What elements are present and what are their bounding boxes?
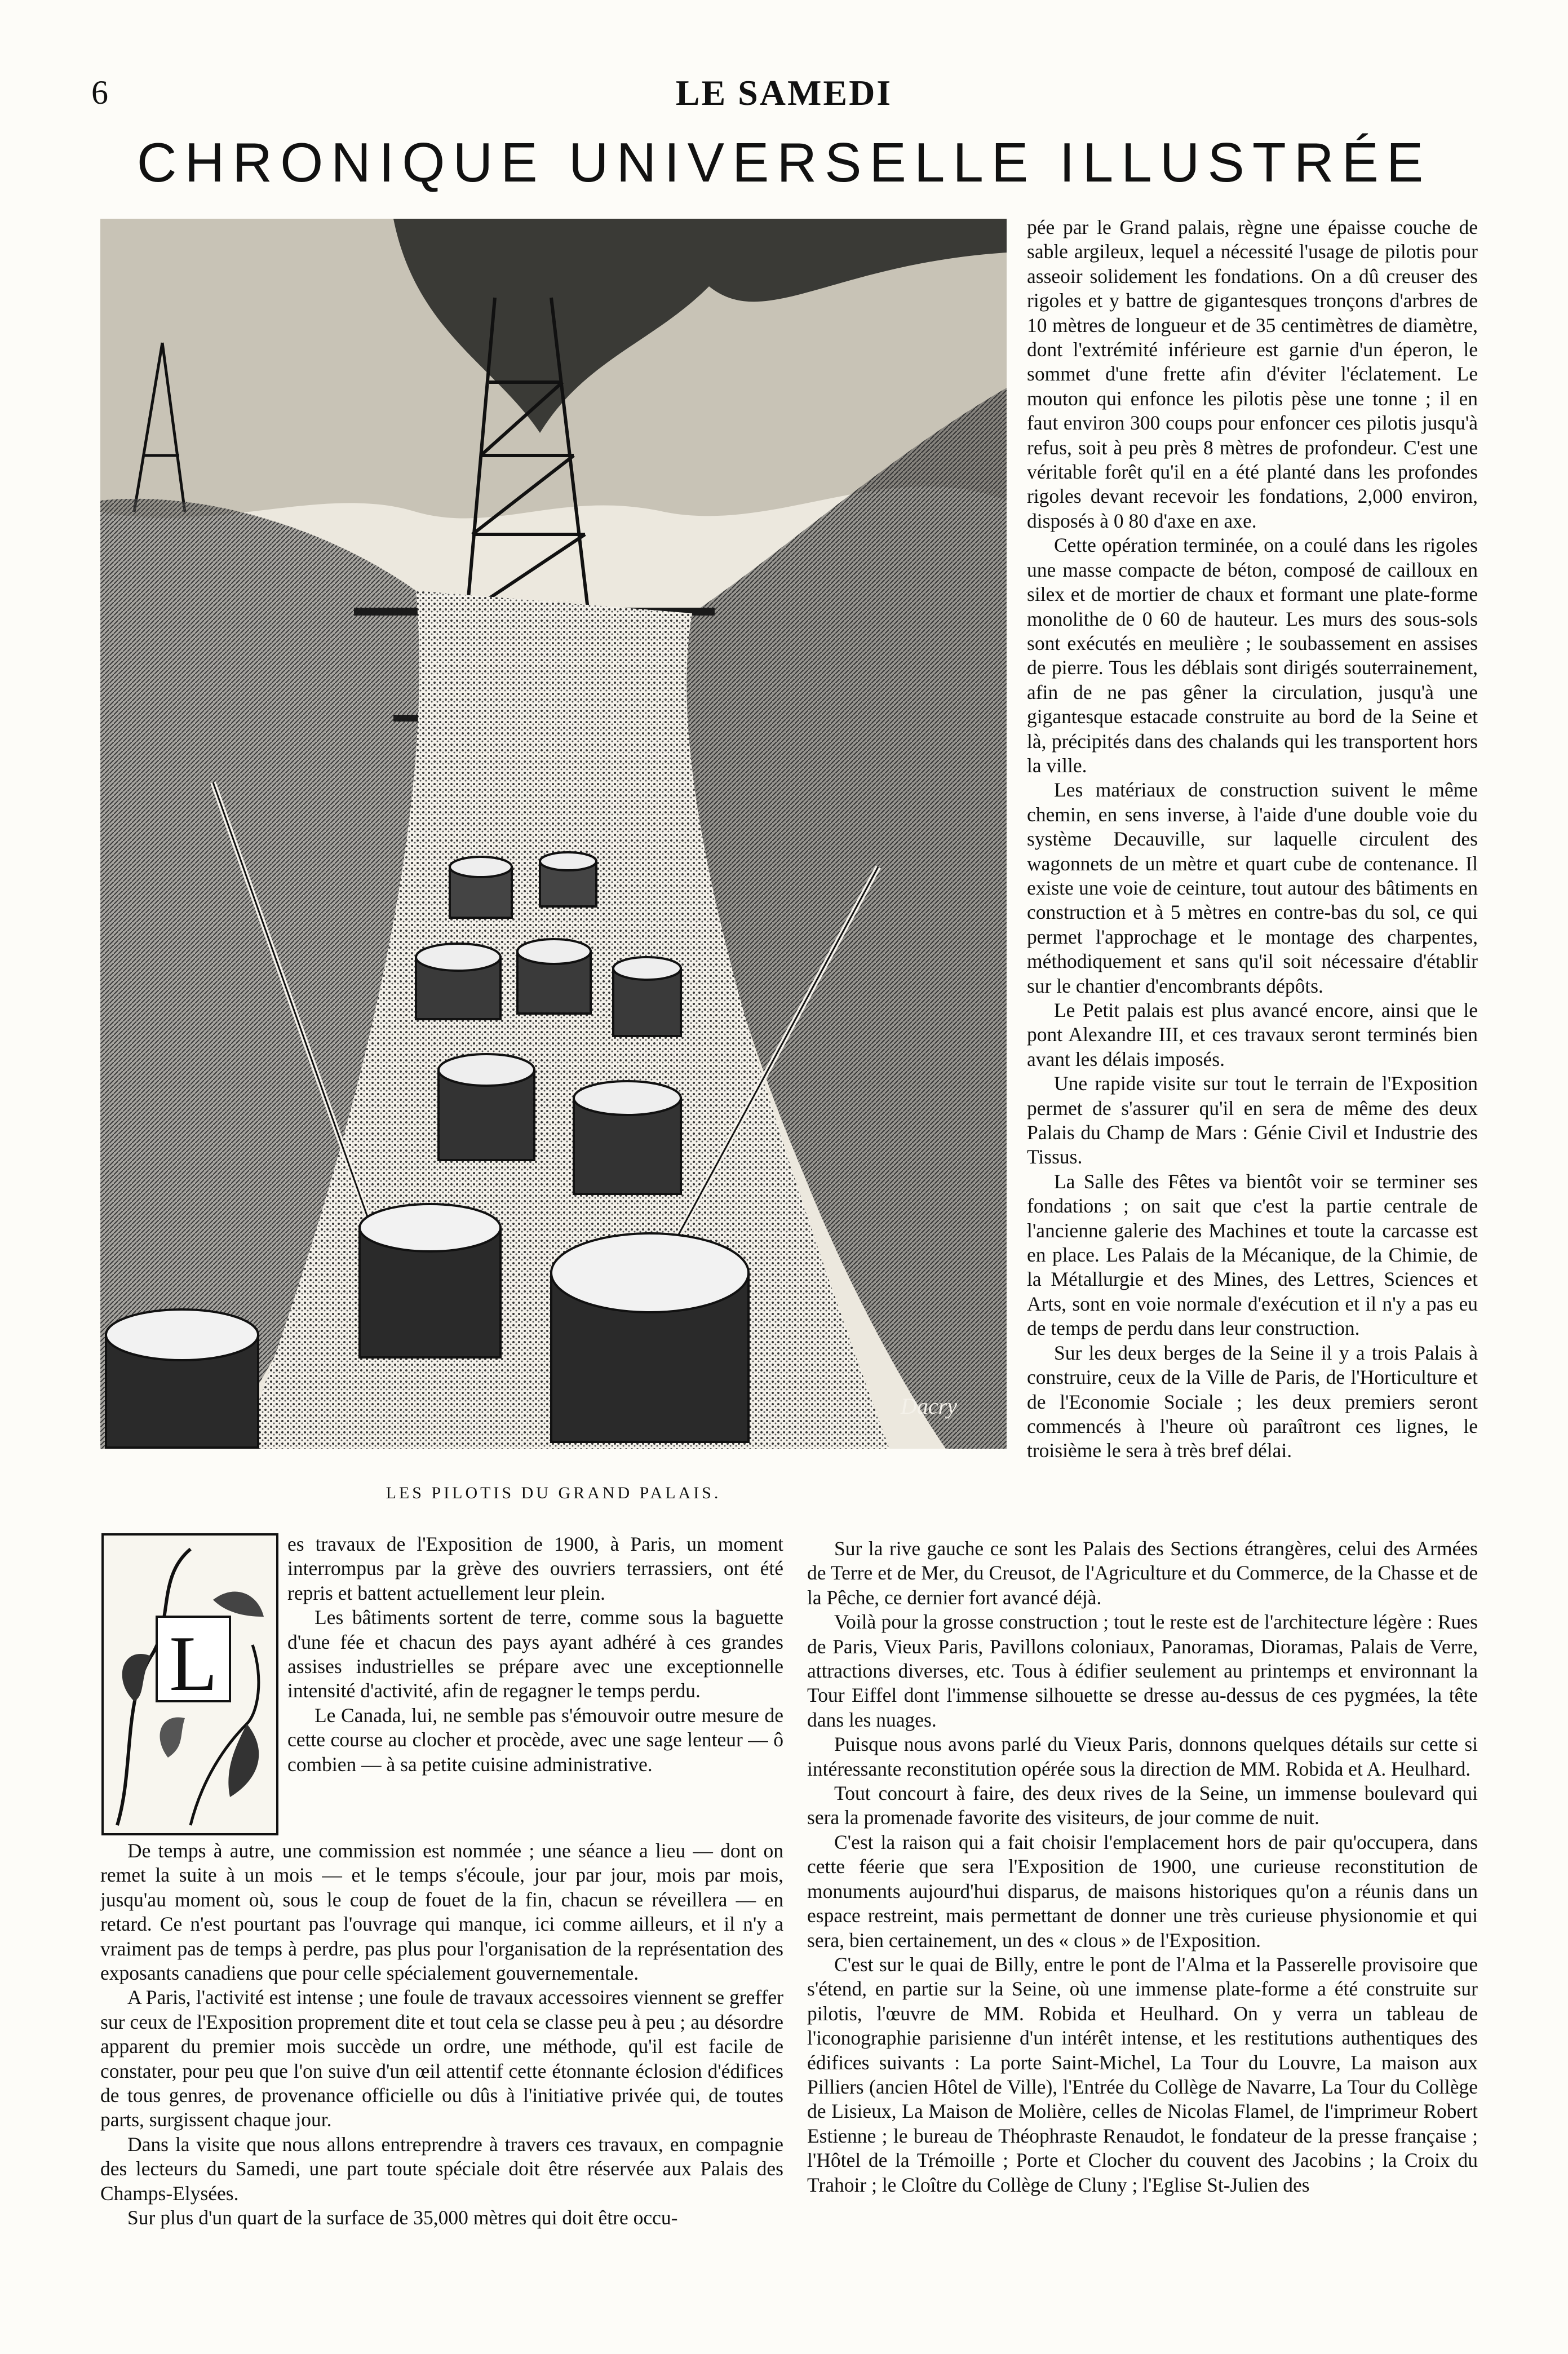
section-title: CHRONIQUE UNIVERSELLE ILLUSTRÉE <box>136 131 1432 193</box>
engraving-illustration <box>100 219 1007 1449</box>
paragraph: A Paris, l'activité est intense ; une foule de travaux accessoires viennent se greffer sur ceux de l'Exposition proprement dite et tout cela se classe peu à peu ; au désordre apparent du premier mois succède un ordre, une méthode, qu'il est facile de constater, pour peu que l'on suive d'un œil attentif cette étonnante éclosion d'édifices de tous genres, de provenance officielle ou dûs à l'initiative privée qui, de toutes parts, surgissent chaque jour. <box>100 1986 783 2131</box>
bottom-right-column <box>807 1537 1478 2197</box>
intro-column <box>287 1532 783 1777</box>
paragraph: Cette opération terminée, on a coulé dans les rigoles une masse compacte de béton, composé de cailloux en silex et de mortier de chaux et formant une plate-forme monolithe de 0 60 de hauteur. Les murs des sous-sols sont exécutés en meulière ; le soubassement en assises de pierre. Tous les déblais sont dirigés souterrainement, afin de ne pas gêner la circulation, jusqu'à une gigantesque estacade construite au bord de la Seine et là, précipités dans des chalands qui les transportent hors la ville. <box>1027 534 1478 777</box>
paragraph: C'est la raison qui a fait choisir l'emplacement hors de pair qu'occupera, dans cette féerie que sera l'Exposition de 1900, une curieuse reconstitution de monuments aujourd'hui disparus, de maisons historiques qu'on a réunis dans un espace restreint, mais permettant de donner une très curieuse physionomie et qui sera, bien certainement, un des « clous » de l'Exposition. <box>807 1830 1478 1952</box>
left-column <box>100 1839 783 2231</box>
drop-cap-ornament <box>100 1532 280 1837</box>
intro-paragraph: Les bâtiments sortent de terre, comme sous la baguette d'une fée et chacun des pays ayant adhéré à ces grandes assises industrielles se prépare avec une exceptionnelle intensité d'activité, afin de regagner le temps perdu. <box>287 1606 783 1702</box>
paragraph: Une rapide visite sur tout le terrain de l'Exposition permet de s'assurer qu'il en sera de même des deux Palais du Champ de Mars : Génie Civil et Industrie des Tissus. <box>1027 1072 1478 1169</box>
paragraph: Voilà pour la grosse construction ; tout le reste est de l'architecture légère : Rues de Paris, Vieux Paris, Pavillons coloniaux, Panoramas, Dioramas, Palais de Verre, attractions diverses, etc. Tous à édifier seulement au printemps et environnant la Tour Eiffel dont l'immense silhouette se dresse au-dessus de ces pygmées, la tête dans les nuages. <box>807 1610 1478 1731</box>
paragraph: Tout concourt à faire, des deux rives de la Seine, un immense boulevard qui sera la promenade favorite des visiteurs, de jour comme de nuit. <box>807 1782 1478 1829</box>
masthead: LE SAMEDI <box>675 73 893 113</box>
paragraph: Sur plus d'un quart de la surface de 35,000 mètres qui doit être occu- <box>127 2206 678 2229</box>
figure-caption: LES PILOTIS DU GRAND PALAIS. <box>386 1484 721 1502</box>
intro-paragraph: Le Canada, lui, ne semble pas s'émouvoir outre mesure de cette course au clocher et procède, avec une sage lenteur — ô combien — à sa petite cuisine administrative. <box>287 1703 783 1776</box>
paragraph: Le Petit palais est plus avancé encore, ainsi que le pont Alexandre III, et ces travaux seront terminés bien avant les délais imposés. <box>1027 999 1478 1070</box>
paragraph: pée par le Grand palais, règne une épaisse couche de sable argileux, lequel a nécessité l'usage de pilotis pour asseoir solidement les fondations. On a dû creuser des rigoles et y battre de gigantesques tronçons d'arbres de 10 mètres de longueur et de 35 centimètres de diamètre, dont l'extrémité inférieure est garnie d'un éperon, le sommet d'une frette afin d'éviter l'éclatement. Le mouton qui enfonce les pilotis pèse une tonne ; il en faut environ 300 coups pour enfoncer ces pilotis jusqu'à refus, soit à peu près 8 mètres de profondeur. C'est une véritable forêt qu'il en a été planté dans les profondes rigoles devant recevoir les fondations, 2,000 environ, disposés à 0 80 d'axe en axe. <box>1027 216 1478 532</box>
paragraph: De temps à autre, une commission est nommée ; une séance a lieu — dont on remet la suite à un mois — et le temps s'écoule, jour par jour, mois par mois, jusqu'au moment où, sous le coup de fouet de la fin, chacun se réveillera — en retard. Ce n'est pourtant pas l'ouvrage qui manque, ici comme ailleurs, et il n'y a vraiment pas de temps à perdre, pas plus pour l'organisation de la représentation des exposants canadiens que pour celle spécialement gouvernementale. <box>100 1839 783 1985</box>
paragraph: Puisque nous avons parlé du Vieux Paris, donnons quelques détails sur cette si intéressante reconstitution opérée sous la direction de MM. Robida et A. Heulhard. <box>807 1733 1478 1780</box>
drop-cap-letter: L <box>169 1620 218 1707</box>
intro-paragraph: es travaux de l'Exposition de 1900, à Paris, un moment interrompus par la grève des ouvriers terrassiers, ont été repris et battent actuellement leur plein. <box>287 1533 783 1604</box>
paragraph: La Salle des Fêtes va bientôt voir se terminer ses fondations ; on sait que c'est la partie centrale de l'ancienne galerie des Machines et toute la carcasse est en place. Les Palais de la Mécanique, de la Chimie, de la Métallurgie et des Mines, des Lettres, Sciences et Arts, sont en voie normale d'exécution et il n'y a pas eu de temps de perdu dans leur construction. <box>1027 1170 1478 1340</box>
paragraph: Les matériaux de construction suivent le même chemin, en sens inverse, à l'aide d'une double voie du système Decauville, sur laquelle circulent des wagonnets de un mètre et quart cube de contenance. Il existe une voie de ceinture, tout autour des bâtiments en construction et à 5 mètres en contre-bas du sol, ce qui permet l'approchage et le montage des charpentes, méthodiquement et sans qu'il soit nécessaire d'établir sur le chantier d'encombrants dépôts. <box>1027 778 1478 997</box>
paragraph: C'est sur le quai de Billy, entre le pont de l'Alma et la Passerelle provisoire que s'étend, en partie sur la Seine, où une immense plate-forme a été construite sur pilotis, l'œuvre de MM. Robida et Heulhard. On y verra un tableau de l'iconographie parisienne d'un intérêt intense, et les restitutions authentiques des édifices suivants : La porte Saint-Michel, La Tour du Louvre, La maison aux Pilliers (ancien Hôtel de Ville), l'Entrée du Collège de Navarre, La Tour du Collège de Lisieux, La Maison de Molière, celles de Nicolas Flamel, de l'imprimeur Robert Estienne ; le bureau de Théophraste Renaudot, le fondateur de la presse française ; l'Hôtel de la Trémoille ; Porte et Clocher du couvent des Jacobins ; la Croix du Trahoir ; le Cloître du Collège de Cluny ; l'Eglise St-Julien des <box>807 1953 1478 2196</box>
right-column <box>1027 215 1478 1463</box>
page-number: 6 <box>91 74 108 111</box>
paragraph: Dans la visite que nous allons entreprendre à travers ces travaux, en compagnie des lecteurs du Samedi, une part toute spéciale doit être réservée aux Palais des Champs-Elysées. <box>100 2132 783 2205</box>
paragraph: Sur les deux berges de la Seine il y a trois Palais à construire, ceux de la Ville de Paris, de l'Horticulture et de l'Economie Sociale ; les deux premiers seront commencés à l'heure où paraîtront ces lignes, le troisième le sera à très bref délai. <box>1027 1341 1478 1462</box>
paragraph: Sur la rive gauche ce sont les Palais des Sections étrangères, celui des Armées de Terre et de Mer, du Creusot, de l'Agriculture et du Commerce, de la Chasse et de la Pêche, ce dernier fort avancé déjà. <box>807 1537 1478 1609</box>
artist-signature: Dacry <box>901 1393 957 1419</box>
